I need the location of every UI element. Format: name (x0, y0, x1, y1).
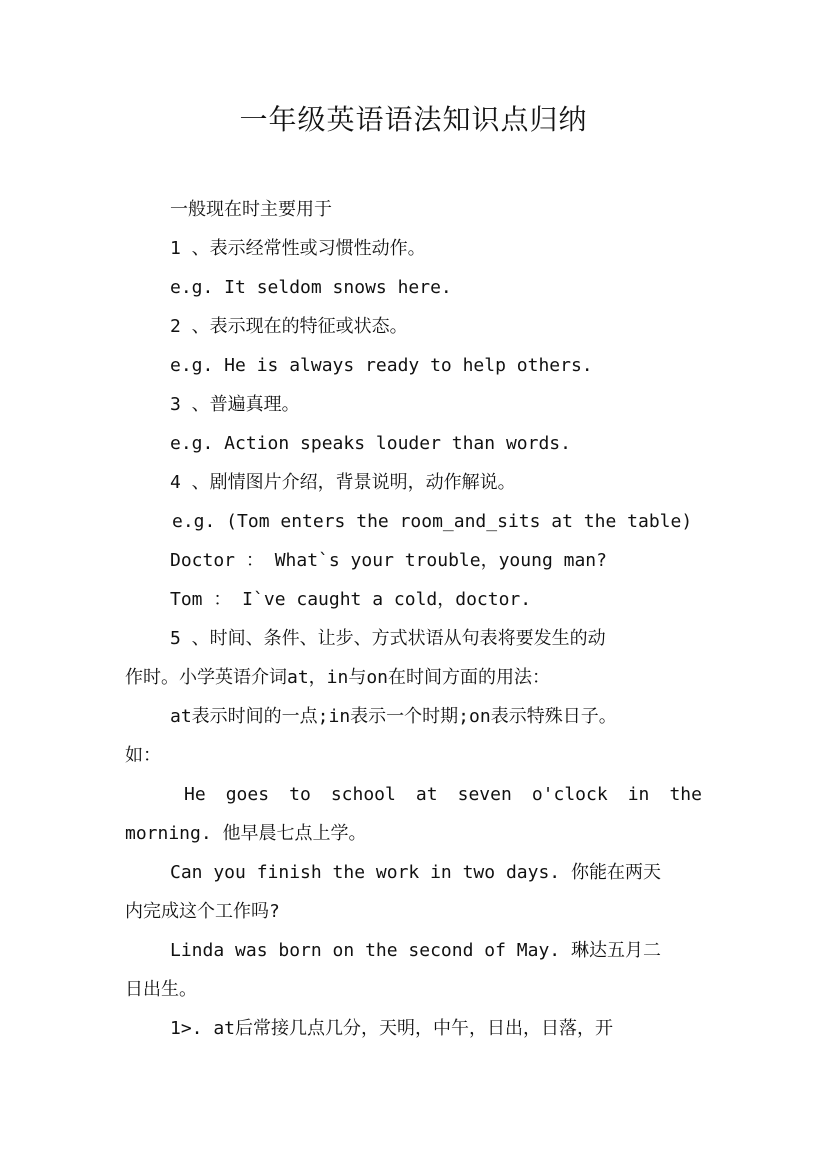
justified-word: seven (457, 784, 512, 805)
text-line: Can you finish the work in two days. 你能在两天 (170, 862, 661, 883)
text-line: at表示时间的一点;in表示一个时期;on表示特殊日子。 (170, 706, 617, 727)
text-line: 4 、剧情图片介绍，背景说明，动作解说。 (170, 472, 516, 493)
text-line: 5 、时间、条件、让步、方式状语从句表将要发生的动 (170, 628, 606, 649)
justified-word: to (289, 784, 311, 805)
text-line: 1 、表示经常性或习惯性动作。 (170, 238, 426, 259)
justified-word: goes (225, 784, 270, 805)
justified-word: o'clock (531, 784, 608, 805)
justified-word: school (330, 784, 396, 805)
text-line: 1>. at后常接几点几分，天明，中午，日出，日落，开 (170, 1018, 614, 1039)
text-line: Doctor ： What`s your trouble，young man? (170, 550, 607, 571)
text-line: Tom ： I`ve caught a cold，doctor. (170, 589, 532, 610)
justified-word: in (627, 784, 650, 805)
text-line: 一般现在时主要用于 (170, 199, 332, 220)
text-line: 日出生。 (125, 979, 197, 1000)
text-line: morning. 他早晨七点上学。 (125, 823, 367, 844)
text-line: e.g. He is always ready to help others. (170, 355, 593, 376)
text-line: 如： (125, 745, 161, 766)
text-line: e.g. (Tom enters the room_and_sits at the table) (172, 511, 693, 532)
text-line: Linda was born on the second of May. 琳达五月二 (170, 940, 661, 961)
text-line: 作时。小学英语介词at，in与on在时间方面的用法： (125, 667, 551, 688)
justified-word: the (669, 784, 702, 805)
justified-line (184, 782, 702, 808)
text-line: e.g. It seldom snows here. (170, 277, 452, 298)
text-line: 内完成这个工作吗? (125, 901, 280, 922)
text-line: 2 、表示现在的特征或状态。 (170, 316, 408, 337)
text-line: 3 、普遍真理。 (170, 394, 300, 415)
text-line: e.g. Action speaks louder than words. (170, 433, 571, 454)
justified-word: at (415, 784, 438, 805)
justified-word: He (184, 784, 206, 805)
document-title: 一年级英语语法知识点归纳 (239, 103, 588, 136)
